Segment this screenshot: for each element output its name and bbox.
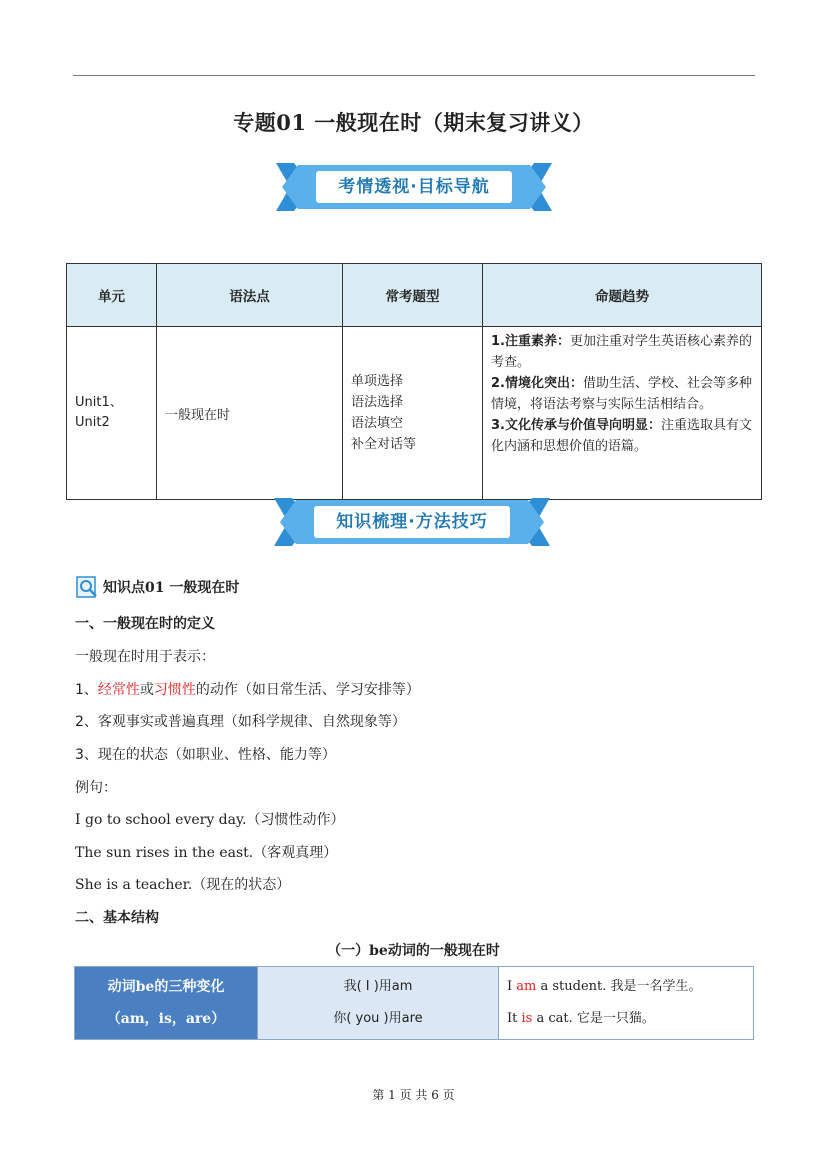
example-text: It — [507, 1011, 522, 1026]
trend-text: 更加注重对学生英语核心素养的考查。 — [491, 334, 752, 370]
exam-trend-table — [66, 263, 762, 500]
cell-unit — [67, 327, 157, 500]
table-row — [67, 327, 762, 500]
highlight-text: is — [521, 1011, 533, 1026]
subsection-title-be-verb: （一）be动词的一般现在时 — [327, 943, 500, 959]
top-rule — [73, 75, 755, 76]
example-sentence-2: The sun rises in the east.（客观真理） — [75, 845, 338, 861]
table-header-row — [67, 264, 762, 327]
trend-text: 借助生活、学校、社会等多种情境，将语法考察与实际生活相结合。 — [491, 376, 752, 412]
be-head-line: （am，is，are） — [106, 1011, 226, 1027]
example-text: a cat. 它是一只猫。 — [532, 1011, 655, 1026]
example-label: 例句： — [75, 780, 117, 796]
be-verb-table — [74, 966, 754, 1040]
page-title: 专题01 一般现在时（期末复习讲义） — [233, 110, 594, 135]
be-example-line — [507, 1003, 752, 1035]
intro-text: 一般现在时用于表示： — [75, 649, 215, 665]
trend-item — [491, 373, 753, 415]
item-number: 1、 — [75, 682, 98, 698]
banner-knowledge-methods — [274, 498, 550, 546]
be-usage-line: 你( you )用are — [333, 1011, 423, 1026]
knowledge-point-title: 知识点01 一般现在时 — [103, 580, 240, 596]
question-type: 语法选择 — [351, 395, 404, 410]
definition-item-1 — [75, 680, 420, 700]
banner-exam-overview — [276, 163, 552, 211]
highlight-text: 经常性 — [97, 682, 140, 698]
trend-label: 1.注重素养： — [491, 334, 570, 349]
header-trend: 命题趋势 — [483, 264, 762, 327]
example-sentence-1: I go to school every day.（习惯性动作） — [75, 812, 345, 828]
be-table-usage — [258, 967, 499, 1040]
be-head-line: 动词be的三种变化 — [107, 979, 225, 995]
trend-item — [491, 415, 753, 457]
header-question-types: 常考题型 — [343, 264, 483, 327]
unit-text: Unit1、Unit2 — [75, 395, 123, 430]
question-type: 语法填空 — [351, 416, 404, 431]
be-table-examples — [499, 967, 754, 1040]
page-footer: 第 1 页 共 6 页 — [372, 1088, 455, 1102]
question-type: 补全对话等 — [351, 437, 417, 452]
cell-question-types — [343, 327, 483, 500]
definition-item-2: 2、客观事实或普遍真理（如科学规律、自然现象等） — [75, 714, 406, 730]
header-unit: 单元 — [67, 264, 157, 327]
knowledge-point-heading — [75, 575, 239, 599]
banner-label: 知识梳理·方法技巧 — [336, 512, 488, 532]
example-sentence-3: She is a teacher.（现在的状态） — [75, 877, 291, 893]
trend-label: 3.文化传承与价值导向明显： — [491, 418, 661, 433]
be-table-head — [75, 967, 258, 1040]
section-title-structure: 二、基本结构 — [75, 910, 159, 926]
be-usage-line: 我( I )用am — [343, 979, 413, 994]
example-text: a student. 我是一名学生。 — [536, 979, 702, 994]
highlight-text: am — [516, 979, 537, 994]
highlight-text: 习惯性 — [153, 682, 196, 698]
item-text: 或 — [139, 682, 154, 698]
header-grammar: 语法点 — [157, 264, 343, 327]
cell-trends — [483, 327, 762, 500]
trend-text: 注重选取具有文化内涵和思想价值的语篇。 — [491, 418, 752, 454]
magnifier-book-icon — [75, 575, 99, 599]
be-example-line — [507, 971, 752, 1003]
definition-item-3: 3、现在的状态（如职业、性格、能力等） — [75, 747, 336, 763]
question-type: 单项选择 — [351, 374, 404, 389]
trend-item — [491, 331, 753, 373]
section-title-definition: 一、一般现在时的定义 — [75, 616, 215, 632]
trend-label: 2.情境化突出： — [491, 376, 583, 391]
banner-label: 考情透视·目标导航 — [338, 177, 490, 197]
item-text: 的动作（如日常生活、学习安排等） — [195, 682, 420, 698]
table-row — [75, 967, 754, 1040]
cell-grammar: 一般现在时 — [157, 327, 343, 500]
example-text: I — [507, 979, 517, 994]
